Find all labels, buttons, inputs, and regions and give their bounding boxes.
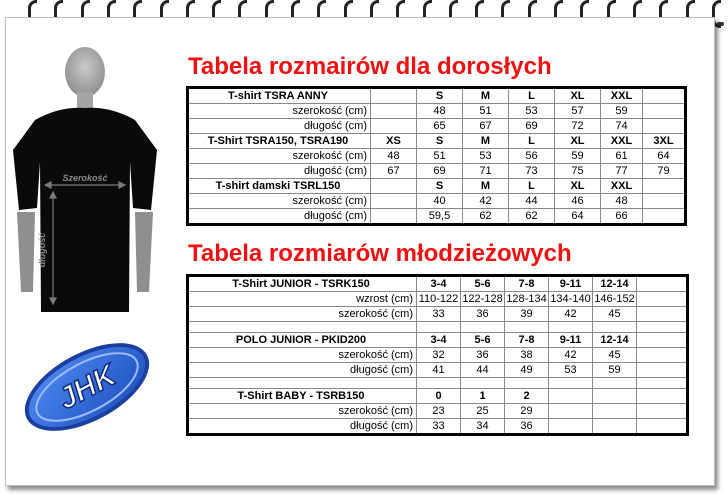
size-value-cell: 33 bbox=[417, 419, 461, 435]
width-label: Szerokość bbox=[62, 173, 108, 183]
row-label-cell: długość (cm) bbox=[188, 209, 371, 225]
size-value-cell: 65 bbox=[417, 119, 463, 134]
row-label-cell: T-Shirt JUNIOR - TSRK150 bbox=[188, 276, 417, 292]
table-row bbox=[188, 209, 686, 225]
size-value-cell: 5-6 bbox=[461, 333, 505, 348]
size-value-cell bbox=[505, 378, 549, 389]
size-value-cell: 61 bbox=[601, 149, 643, 164]
size-value-cell bbox=[417, 322, 461, 333]
size-value-cell bbox=[593, 378, 637, 389]
size-value-cell bbox=[637, 419, 688, 435]
table-row bbox=[188, 119, 686, 134]
size-value-cell: 73 bbox=[509, 164, 555, 179]
size-value-cell bbox=[637, 322, 688, 333]
table-row bbox=[188, 276, 688, 292]
size-value-cell: 34 bbox=[461, 419, 505, 435]
row-label-cell: szerokość (cm) bbox=[188, 348, 417, 363]
row-label-cell: T-Shirt TSRA150, TSRA190 bbox=[188, 134, 371, 149]
row-label-cell: POLO JUNIOR - PKID200 bbox=[188, 333, 417, 348]
size-value-cell bbox=[593, 389, 637, 404]
table-row bbox=[188, 348, 688, 363]
size-value-cell: 51 bbox=[463, 104, 509, 119]
size-value-cell bbox=[593, 404, 637, 419]
size-value-cell bbox=[643, 88, 686, 104]
table-row bbox=[188, 307, 688, 322]
size-value-cell bbox=[637, 378, 688, 389]
size-value-cell: 71 bbox=[463, 164, 509, 179]
table-row bbox=[188, 404, 688, 419]
size-value-cell: 1 bbox=[461, 389, 505, 404]
table-row bbox=[188, 194, 686, 209]
size-value-cell: 45 bbox=[593, 348, 637, 363]
size-value-cell: M bbox=[463, 88, 509, 104]
size-value-cell: 29 bbox=[505, 404, 549, 419]
size-value-cell: 128-134 bbox=[506, 293, 547, 305]
size-value-cell bbox=[637, 389, 688, 404]
size-value-cell: 59,5 bbox=[417, 209, 463, 225]
size-value-cell: 51 bbox=[417, 149, 463, 164]
row-label-cell: T-Shirt BABY - TSRB150 bbox=[188, 389, 417, 404]
row-label-cell: długość (cm) bbox=[188, 363, 417, 378]
size-value-cell: 36 bbox=[461, 348, 505, 363]
size-value-cell bbox=[461, 378, 505, 389]
size-value-cell: 69 bbox=[417, 164, 463, 179]
adult-table-title: Tabela rozmairów dla dorosłych bbox=[188, 53, 552, 80]
size-value-cell: L bbox=[509, 134, 555, 149]
size-value-cell bbox=[461, 322, 505, 333]
tshirt-model-figure bbox=[5, 32, 165, 322]
row-label-cell: długość (cm) bbox=[188, 419, 417, 435]
size-value-cell: 134-140 bbox=[550, 293, 591, 305]
size-value-cell: 57 bbox=[555, 104, 601, 119]
size-value-cell: 38 bbox=[505, 348, 549, 363]
row-label-cell: szerokość (cm) bbox=[188, 307, 417, 322]
row-label-cell: T-shirt damski TSRL150 bbox=[188, 179, 371, 194]
table-row bbox=[188, 322, 688, 333]
length-label: długość bbox=[37, 232, 47, 268]
size-value-cell bbox=[637, 307, 688, 322]
table-row bbox=[188, 104, 686, 119]
size-value-cell: 9-11 bbox=[549, 276, 593, 292]
size-value-cell bbox=[417, 378, 461, 389]
size-value-cell bbox=[637, 363, 688, 378]
size-value-cell: 42 bbox=[549, 348, 593, 363]
table-row bbox=[188, 88, 686, 104]
size-value-cell: XL bbox=[555, 134, 601, 149]
size-value-cell bbox=[371, 194, 417, 209]
size-value-cell bbox=[643, 104, 686, 119]
size-value-cell: 9-11 bbox=[549, 333, 593, 348]
table-row bbox=[188, 179, 686, 194]
size-value-cell: S bbox=[417, 179, 463, 194]
size-value-cell bbox=[593, 419, 637, 435]
size-value-cell: 12-14 bbox=[593, 276, 637, 292]
logo-text: JHK bbox=[52, 358, 122, 417]
row-label-cell: szerokość (cm) bbox=[188, 104, 371, 119]
size-value-cell: 3-4 bbox=[417, 333, 461, 348]
size-value-cell: 42 bbox=[549, 307, 593, 322]
size-value-cell: 59 bbox=[555, 149, 601, 164]
size-value-cell: 32 bbox=[417, 348, 461, 363]
table-row bbox=[188, 164, 686, 179]
size-value-cell: S bbox=[417, 88, 463, 104]
table-row bbox=[188, 333, 688, 348]
size-value-cell: S bbox=[417, 134, 463, 149]
size-value-cell bbox=[505, 322, 549, 333]
size-value-cell bbox=[637, 348, 688, 363]
size-value-cell: 75 bbox=[555, 164, 601, 179]
size-value-cell: 122-128 bbox=[462, 293, 503, 305]
size-value-cell: 39 bbox=[505, 307, 549, 322]
youth-size-table bbox=[186, 274, 689, 436]
table-row bbox=[188, 363, 688, 378]
size-value-cell bbox=[371, 209, 417, 225]
size-value-cell bbox=[643, 194, 686, 209]
table-row bbox=[188, 149, 686, 164]
size-value-cell: 48 bbox=[417, 104, 463, 119]
table-row bbox=[188, 378, 688, 389]
size-value-cell: 41 bbox=[417, 363, 461, 378]
size-value-cell: 25 bbox=[461, 404, 505, 419]
size-value-cell bbox=[637, 276, 688, 292]
size-value-cell bbox=[371, 104, 417, 119]
size-value-cell: L bbox=[509, 179, 555, 194]
size-value-cell: 45 bbox=[593, 307, 637, 322]
size-value-cell: 77 bbox=[601, 164, 643, 179]
row-label-cell: szerokość (cm) bbox=[188, 194, 371, 209]
row-label-cell: szerokość (cm) bbox=[188, 149, 371, 164]
size-value-cell: M bbox=[463, 134, 509, 149]
size-value-cell: 48 bbox=[601, 194, 643, 209]
size-value-cell: 74 bbox=[601, 119, 643, 134]
size-value-cell: XS bbox=[371, 134, 417, 149]
size-value-cell: 53 bbox=[549, 363, 593, 378]
size-value-cell bbox=[643, 119, 686, 134]
size-value-cell: 36 bbox=[461, 307, 505, 322]
size-value-cell: 59 bbox=[601, 104, 643, 119]
size-value-cell: 110-122 bbox=[417, 292, 461, 307]
size-value-cell: 23 bbox=[417, 404, 461, 419]
size-value-cell: 3XL bbox=[643, 134, 686, 149]
size-value-cell: 64 bbox=[643, 149, 686, 164]
adult-size-table bbox=[186, 86, 687, 226]
size-value-cell: 44 bbox=[509, 194, 555, 209]
size-value-cell: 48 bbox=[371, 149, 417, 164]
size-value-cell bbox=[549, 389, 593, 404]
row-label-cell: długość (cm) bbox=[188, 119, 371, 134]
size-value-cell: 72 bbox=[555, 119, 601, 134]
table-row bbox=[188, 419, 688, 435]
row-label-cell: wzrost (cm) bbox=[188, 292, 417, 307]
size-value-cell: 62 bbox=[509, 209, 555, 225]
size-value-cell: 53 bbox=[509, 104, 555, 119]
size-value-cell: XL bbox=[555, 88, 601, 104]
size-value-cell bbox=[549, 322, 593, 333]
size-value-cell: XXL bbox=[601, 134, 643, 149]
size-value-cell: 66 bbox=[601, 209, 643, 225]
size-value-cell: 2 bbox=[505, 389, 549, 404]
size-value-cell: 42 bbox=[463, 194, 509, 209]
size-value-cell: 44 bbox=[461, 363, 505, 378]
row-label-cell bbox=[188, 322, 417, 333]
size-value-cell: 67 bbox=[371, 164, 417, 179]
size-value-cell bbox=[371, 119, 417, 134]
size-value-cell: XL bbox=[555, 179, 601, 194]
size-value-cell bbox=[637, 292, 688, 307]
size-value-cell: 5-6 bbox=[461, 276, 505, 292]
size-value-cell: XXL bbox=[601, 179, 643, 194]
row-label-cell: T-shirt TSRA ANNY bbox=[188, 88, 371, 104]
size-value-cell: 64 bbox=[555, 209, 601, 225]
size-value-cell bbox=[593, 322, 637, 333]
size-value-cell: 79 bbox=[643, 164, 686, 179]
size-value-cell: M bbox=[463, 179, 509, 194]
table-row bbox=[188, 389, 688, 404]
size-value-cell: 12-14 bbox=[593, 333, 637, 348]
size-value-cell: 40 bbox=[417, 194, 463, 209]
size-value-cell: 7-8 bbox=[505, 276, 549, 292]
size-value-cell bbox=[371, 88, 417, 104]
size-value-cell: 67 bbox=[463, 119, 509, 134]
size-value-cell bbox=[637, 404, 688, 419]
size-value-cell: XXL bbox=[601, 88, 643, 104]
jhk-logo bbox=[12, 328, 162, 446]
size-value-cell bbox=[549, 419, 593, 435]
size-value-cell bbox=[637, 333, 688, 348]
row-label-cell: szerokość (cm) bbox=[188, 404, 417, 419]
size-value-cell: 146-152 bbox=[594, 293, 635, 305]
size-value-cell: 69 bbox=[509, 119, 555, 134]
size-value-cell: 3-4 bbox=[417, 276, 461, 292]
row-label-cell: długość (cm) bbox=[188, 164, 371, 179]
size-value-cell: L bbox=[509, 88, 555, 104]
size-value-cell bbox=[371, 179, 417, 194]
size-value-cell: 53 bbox=[463, 149, 509, 164]
size-value-cell: 46 bbox=[555, 194, 601, 209]
table-row bbox=[188, 292, 688, 307]
size-value-cell: 56 bbox=[509, 149, 555, 164]
youth-table-title: Tabela rozmiarów młodzieżowych bbox=[188, 240, 572, 267]
size-value-cell: 62 bbox=[463, 209, 509, 225]
size-value-cell: 33 bbox=[417, 307, 461, 322]
row-label-cell bbox=[188, 378, 417, 389]
size-value-cell: 0 bbox=[417, 389, 461, 404]
size-value-cell: 49 bbox=[505, 363, 549, 378]
size-value-cell bbox=[549, 404, 593, 419]
table-row bbox=[188, 134, 686, 149]
size-value-cell: 36 bbox=[505, 419, 549, 435]
size-value-cell: 7-8 bbox=[505, 333, 549, 348]
size-value-cell: 59 bbox=[593, 363, 637, 378]
size-value-cell bbox=[643, 179, 686, 194]
size-value-cell bbox=[643, 209, 686, 225]
size-value-cell bbox=[549, 378, 593, 389]
